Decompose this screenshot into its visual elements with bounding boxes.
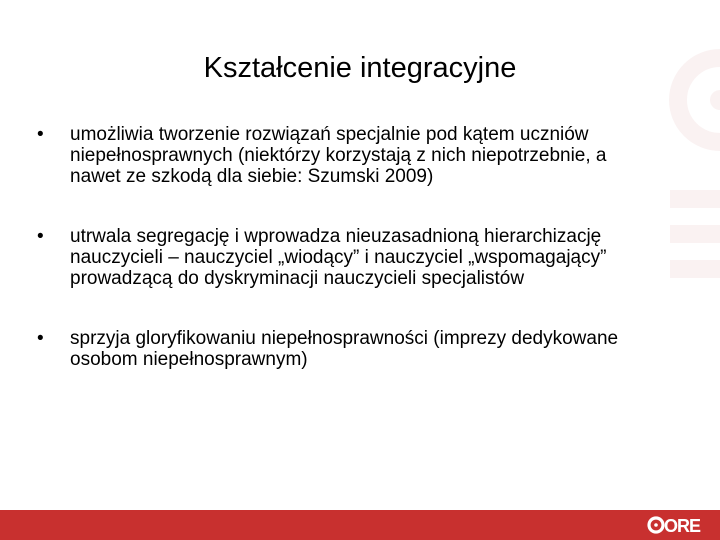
bullet-list <box>37 124 662 409</box>
bullet-item-3 <box>37 328 662 370</box>
bullet-icon: • <box>37 328 44 349</box>
logo-text: ORE <box>664 516 701 536</box>
bullet-icon: • <box>37 226 44 247</box>
bullet-text: sprzyja gloryfikowaniu niepełnosprawności (imprezy dedykowane osobom niepełnosprawnym) <box>70 328 619 370</box>
ore-logo <box>646 513 708 537</box>
bullet-text: umożliwia tworzenie rozwiązań specjalnie pod kątem uczniów niepełnosprawnych (niektórzy korzystają z nich niepotrzebnie, a nawet ze szkodą dla siebie: Szumski 2009) <box>70 124 607 187</box>
bullet-item-2 <box>37 226 662 289</box>
footer-bar <box>0 510 720 540</box>
bullet-icon: • <box>37 124 44 145</box>
slide-title: Kształcenie integracyjne <box>203 52 517 84</box>
bullet-text: utrwala segregację i wprowadza nieuzasadnioną hierarchizację nauczycieli – nauczyciel „wiodący” i nauczyciel „wspomagający” prowadzącą do dyskryminacji nauczycieli specjalistów <box>70 226 607 289</box>
bullet-item-1 <box>37 124 662 187</box>
